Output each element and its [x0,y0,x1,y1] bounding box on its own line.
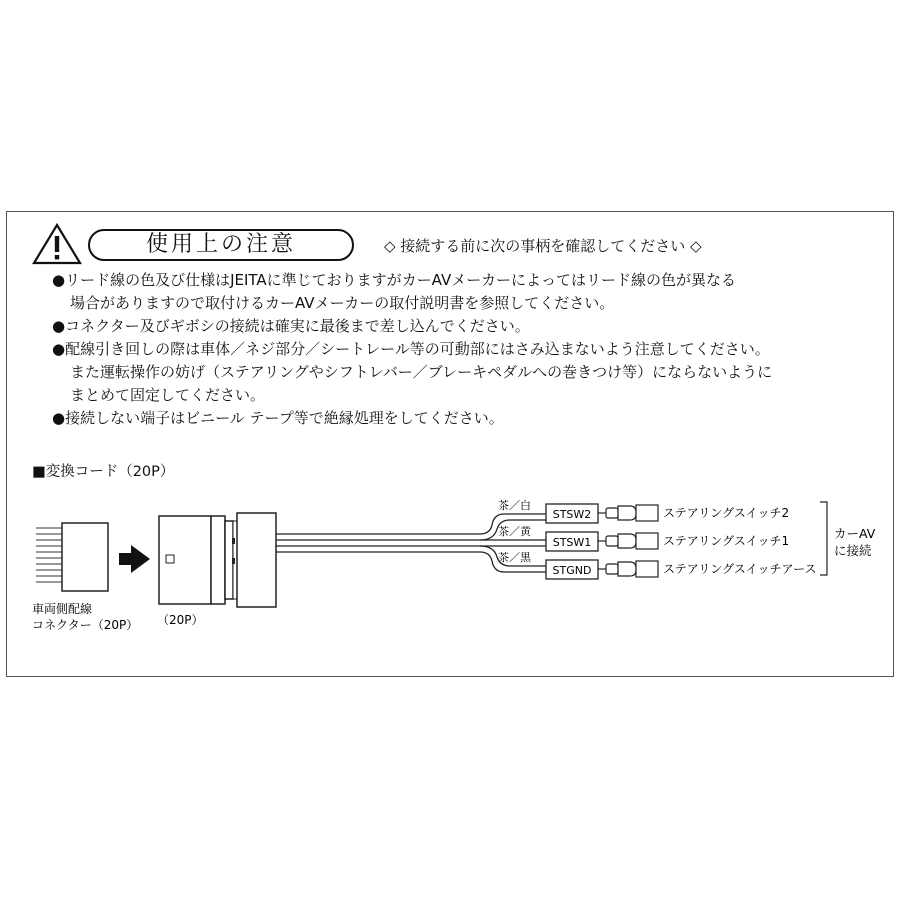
terminal-label: STGND [552,564,592,577]
bullet-routing-cont-2: まとめて固定してください。 [70,386,266,404]
warning-triangle-icon [32,223,82,265]
bullet-insulate: ●接続しない端子はビニール テープ等で絶縁処理をしてください。 [52,409,504,427]
adapter-label: （20P） [157,613,204,627]
insert-arrow-icon [119,545,150,573]
vehicle-connector [36,523,108,591]
terminal-box [546,560,598,579]
caution-header [32,221,872,267]
adapter-connector [159,513,276,607]
wiring-diagram [0,480,900,650]
vehicle-connector-label: 車両側配線 [32,602,93,616]
connect-label: に接続 [834,543,872,558]
caution-title: 使用上の注意 [88,229,354,261]
bullet-routing: ●配線引き回しの際は車体／ネジ部分／シートレール等の可動部にはさみ込まないよう注意してください。 [52,340,770,358]
terminal-box [546,504,598,523]
function-label: ステアリングスイッチアース [663,562,817,576]
terminal-label: STSW2 [552,508,592,521]
check-instruction: ◇ 接続する前に次の事柄を確認してください ◇ [384,237,702,255]
terminal-box [546,532,598,551]
bullet-routing-cont-1: また運転操作の妨げ（ステアリングやシフトレバー／ブレーキペダルへの巻きつけ等）にならないように [70,363,773,381]
vehicle-connector-label: コネクター（20P） [32,618,139,632]
spade-terminal [598,505,658,577]
terminal-label: STSW1 [552,536,592,549]
bullet-lead-color: ●リード線の色及び仕様はJEITAに準じておりますがカーAVメーカーによってはリード線の色が異なる [52,271,736,289]
wire-color-label: 茶／黄 [498,525,531,538]
section-title: ■変換コード（20P） [32,464,175,480]
connect-label: カーAV [834,526,876,541]
wire-color-label: 茶／白 [498,499,531,512]
bracket [820,502,827,575]
bullet-lead-color-cont: 場合がありますので取付けるカーAVメーカーの取付説明書を参照してください。 [70,294,615,312]
wire-color-label: 茶／黒 [498,551,531,564]
bullet-connector: ●コネクター及びギボシの接続は確実に最後まで差し込んでください。 [52,317,530,335]
function-label: ステアリングスイッチ2 [663,506,790,520]
function-label: ステアリングスイッチ1 [663,534,790,548]
